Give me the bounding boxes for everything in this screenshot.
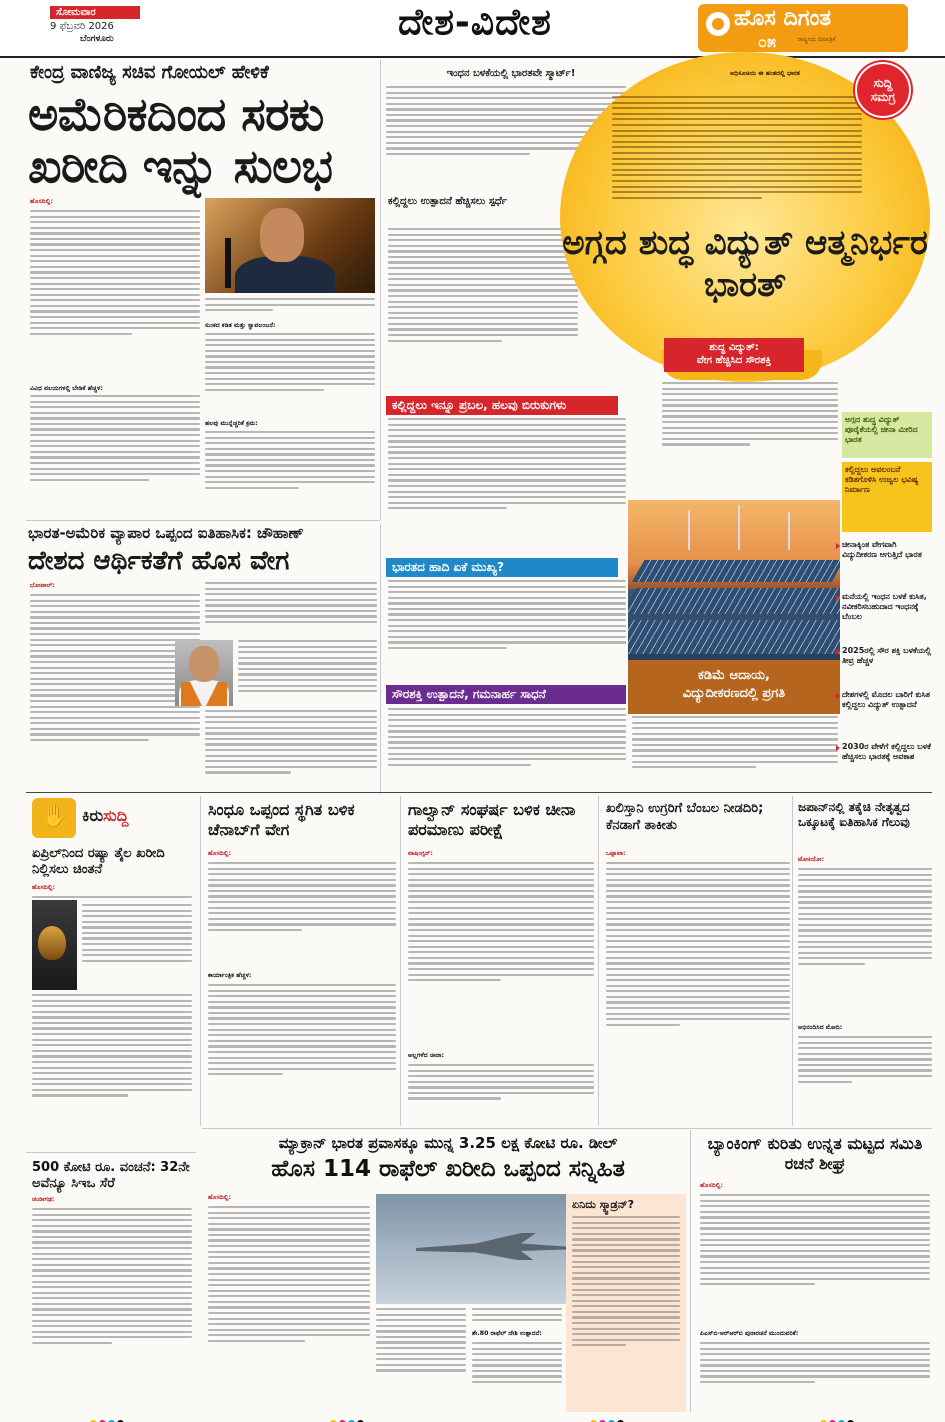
coal-body xyxy=(388,228,578,392)
japan-dateline-label: ಟೋಕಿಯೋ: xyxy=(798,856,825,863)
row-rule xyxy=(202,1128,932,1129)
squadron-box-body xyxy=(572,1216,680,1406)
indus-body-1 xyxy=(208,862,396,966)
japan-dateline xyxy=(798,856,932,864)
lead-body-col2-part1 xyxy=(205,298,375,318)
sidebar-item-6-label: ದೇಶಗಳಲ್ಲಿ ಮೊದಲ ಬಾರಿಗೆ ಕುಸಿತ ಕಲ್ಲಿದ್ದಲು ವಿದ್ಯುತ್ ಉತ್ಪಾದನೆ xyxy=(842,690,930,709)
galwan-dateline xyxy=(408,850,594,858)
rafale-jet-photo xyxy=(376,1194,596,1304)
oil-body xyxy=(32,994,192,1146)
lead-headline: ಅಮೆರಿಕದಿಂದ ಸರಕು ಖರೀದಿ ಇನ್ನು ಸುಲಭ xyxy=(28,87,333,193)
badge-line-1: ಸುದ್ದಿ xyxy=(873,76,893,90)
registration-dots xyxy=(820,1412,880,1420)
ba-body-col2-part3 xyxy=(205,710,377,790)
lead-subhead-2: ಸುಂಕದ ಕಡಿತ ಮತ್ತು ಸ್ವಾವಲಂಬನೆ: xyxy=(205,322,276,329)
sidebar-item-7-label: 2030ರ ವೇಳೆಗೆ ಕಲ್ಲಿದ್ದಲು ಬಳಕೆ ಹೆಚ್ಚಿಸಲು ಭಾರತಕ್ಕೆ ಅವಕಾಶ xyxy=(842,742,931,761)
brand-logo-block xyxy=(698,4,908,52)
bullet-arrow-icon xyxy=(836,595,840,601)
registration-dots xyxy=(330,1412,390,1420)
why-body xyxy=(388,580,626,680)
galwan-body-2 xyxy=(408,1064,594,1124)
sidebar-item-2-label: ಕಲ್ಲಿದ್ದಲು ಅವಲಂಬನೆ ಕಡಿತಗೊಳಿಸಿ ಉಜ್ವಲ ಭವಿಷ್ಯ ನಿರ್ಮಾಣ xyxy=(845,465,919,494)
column-rule xyxy=(200,796,201,1126)
coal-bar-body xyxy=(388,418,626,550)
rafale-body-3b xyxy=(472,1342,562,1408)
feature-body xyxy=(662,382,838,478)
khalistan-body xyxy=(606,862,790,1112)
lead-body-col1-part2 xyxy=(30,395,200,517)
sidebar-item-1-label: ಅಗ್ಗದ ಶುದ್ಧ ವಿದ್ಯುತ್ ಪೂರೈಕೆಯಲ್ಲಿ ಚೀನಾ ಮೀರಿದ ಭಾರತ xyxy=(845,415,918,444)
ba-body-col2-part2 xyxy=(238,640,377,706)
bullet-arrow-icon xyxy=(836,745,840,751)
sidebar-item-7 xyxy=(842,742,932,788)
sidebar-item-3-label: ಚೀನಾಕ್ಕಿಂತ ವೇಗವಾಗಿ ವಿದ್ಯುದೀಕರಣ ಆಗುತ್ತಿದೆ ಭಾರತ xyxy=(842,540,922,559)
indus-dateline xyxy=(208,850,396,858)
rafale-headline: ಹೊಸ 114 ರಾಫೆಲ್ ಖರೀದಿ ಒಪ್ಪಂದ ಸನ್ನಿಹಿತ xyxy=(271,1156,625,1182)
ba-dateline-label: ಭೋಪಾಲ್: xyxy=(30,582,55,589)
column-rule xyxy=(690,1130,691,1412)
coal-bar: ಕಲ್ಲಿದ್ದಲು ಇನ್ನೂ ಪ್ರಬಲ, ಹಲವು ಬಿರುಕುಗಳು xyxy=(386,396,618,415)
indus-headline: ಸಿಂಧೂ ಒಪ್ಪಂದ ಸ್ಥಗಿತ ಬಳಿಕ ಚೆನಾಬ್‌ಗೆ ವೇಗ xyxy=(208,800,355,839)
masthead xyxy=(0,0,945,58)
galwan-subhead: ಅಲ್ಲಗಳೆದ ಚೀನಾ: xyxy=(408,1052,444,1059)
khalistan-headline: ಖಲಿಸ್ತಾನಿ ಉಗ್ರರಿಗೆ ಬೆಂಬಲ ನೀಡದಿರಿ; ಕೆನಡಾಗೆ ತಾಕೀತು xyxy=(606,801,764,833)
rafale-body-1 xyxy=(208,1206,370,1406)
ba-kicker: ಭಾರತ-ಅಮೆರಿಕ ವ್ಯಾಪಾರ ಒಪ್ಪಂದ ಐತಿಹಾಸಿಕ: ಚೌಹಾಣ್ xyxy=(28,524,304,542)
sidebar-item-1 xyxy=(842,412,932,458)
lead-dateline-label: ಹೊಸದಿಲ್ಲಿ: xyxy=(30,198,53,205)
japan-body-1 xyxy=(798,868,932,1018)
hand-icon xyxy=(32,798,76,838)
oil-dateline-label: ಹೊಸದಿಲ್ಲಿ: xyxy=(32,884,55,891)
sidebar-item-4 xyxy=(842,592,932,638)
banking-subhead: ಪಿಎಸ್‌ಬಿ-ಆರ್‌ಆರ್‌ಬಿ ಪುನಾರಚನೆ ಮುಂದುವರಿಕೆ: xyxy=(700,1330,799,1337)
solar-bar: ಸೌರಶಕ್ತಿ ಉತ್ಪಾದನೆ, ಗಮನಾರ್ಹ ಸಾಧನೆ xyxy=(386,685,626,704)
rafale-dateline xyxy=(208,1194,370,1202)
lead-body-col1-part1 xyxy=(30,210,200,382)
day-label: ಸೋಮವಾರ xyxy=(50,6,140,19)
brand-name: ಹೊಸ ದಿಗಂತ xyxy=(734,6,832,31)
japan-headline: ಜಪಾನ್‌ನಲ್ಲಿ ತಕೈಚಿ ನೇತೃತ್ವದ ಒಕ್ಕೂಟಕ್ಕೆ ಐತಿಹಾಸಿಕ ಗೆಲುವು xyxy=(798,800,910,829)
date-label: 9 ಫೆಬ್ರವರಿ 2026 xyxy=(50,21,114,32)
ba-dateline xyxy=(30,582,200,590)
bullet-arrow-icon xyxy=(836,693,840,699)
galwan-dateline-label: ವಾಷಿಂಗ್ಟನ್: xyxy=(408,850,433,857)
japan-body-2 xyxy=(798,1036,932,1116)
galwan-headline: ಗಾಲ್ವಾನ್ ಸಂಘರ್ಷ ಬಳಿಕ ಚೀನಾ ಪರಮಾಣು ಪರೀಕ್ಷೆ xyxy=(408,800,576,839)
pure-energy-tag-line1: ಶುದ್ಧ ವಿದ್ಯುತ್: xyxy=(709,342,759,353)
kirusudhi-label-a: ಕಿರು xyxy=(82,806,104,825)
rafale-subhead: ಶೇ.80 ರಾಫೆಲ್ ದೇಶಿ ಉತ್ಪಾದನೆ: xyxy=(472,1330,542,1337)
kirusudhi-logo xyxy=(32,798,187,838)
solar-body xyxy=(388,708,626,792)
column-rule xyxy=(792,796,793,1126)
solar-farm-photo xyxy=(628,500,840,660)
page-number: ೦೫ xyxy=(758,32,776,51)
chouhan-photo xyxy=(175,640,233,706)
badge-line-2: ಸಮಗ್ರ xyxy=(870,90,896,104)
sidebar-item-2 xyxy=(842,462,932,532)
indus-subhead: ಕಾರ್ಯಾಂತ್ರಿಕ ಹೆಚ್ಚಳ: xyxy=(208,972,252,979)
city-label: ಬೆಂಗಳೂರು xyxy=(80,34,114,44)
sudhi-samagra-badge xyxy=(855,62,911,118)
row-rule xyxy=(26,520,380,521)
fraud-body xyxy=(32,1208,192,1404)
lead-dateline xyxy=(30,198,200,206)
row-rule xyxy=(26,1152,196,1153)
feature-headline: ಅಗ್ಗದ ಶುದ್ಧ ವಿದ್ಯುತ್ ಆತ್ಮನಿರ್ಭರ ಭಾರತ್ xyxy=(562,223,928,305)
banking-body-2 xyxy=(700,1342,930,1408)
feature-intro-lead: ಅಧಿಸೂಚಿಯ ಈ ಹಂತದಲ್ಲಿ ಭಾರತ xyxy=(730,70,800,77)
rafale-body-3a xyxy=(472,1308,562,1328)
lead-subhead-3: ಹಲವು ಮುನ್ನೆಚ್ಚರಿಕೆ ಕ್ರಮ: xyxy=(205,420,258,427)
indus-body-2 xyxy=(208,984,396,1124)
registration-dots xyxy=(590,1412,650,1420)
oil-dateline xyxy=(32,884,192,892)
kirusudhi-label-b: ಸುದ್ದಿ xyxy=(103,806,129,825)
energy-kicker: ಇಂಧನ ಬಳಕೆಯಲ್ಲಿ ಭಾರತವೇ ಸ್ಮಾರ್ಟ್! xyxy=(446,68,576,79)
date-box xyxy=(50,6,160,46)
rafale-body-2 xyxy=(376,1308,466,1408)
banking-headline: ಬ್ಯಾಂಕಿಂಗ್ ಕುರಿತು ಉನ್ನತ ಮಟ್ಟದ ಸಮಿತಿ ರಚನೆ ಶೀಘ್ರ xyxy=(707,1134,923,1173)
galwan-body-1 xyxy=(408,862,594,1042)
fraud-dateline xyxy=(32,1196,192,1204)
feature-intro-body xyxy=(612,96,862,202)
bullet-arrow-icon xyxy=(836,543,840,549)
lead-body-col2-part3 xyxy=(205,431,375,517)
japan-subhead: ಅಭಿನಂದಿಸಿದ ಮೋದಿ: xyxy=(798,1024,843,1031)
oil-headline: ಏಪ್ರಿಲ್‌ನಿಂದ ರಷ್ಯಾ ತೈಲ ಖರೀದಿ ನಿಲ್ಲಿಸಲು ಚಿಂತನೆ xyxy=(32,846,165,877)
squadron-box-title: ಏನಿದು ಸ್ಕ್ವಾಡ್ರನ್? xyxy=(572,1198,634,1211)
registration-dots xyxy=(90,1412,150,1420)
sidebar-item-5 xyxy=(842,646,932,682)
banking-body-1 xyxy=(700,1194,930,1326)
indus-dateline-label: ಹೊಸದಿಲ್ಲಿ: xyxy=(208,850,231,857)
banking-dateline-label: ಹೊಸದಿಲ್ಲಿ: xyxy=(700,1182,723,1189)
lead-body-col2-part2 xyxy=(205,333,375,419)
oil-drop-photo xyxy=(32,900,77,990)
sidebar-item-4-label: ಮನೆಯಲ್ಲಿ ಇಂಧನ ಬಳಕೆ ಕುಸಿತ, ನವೀಕರಿಸಬಹುದಾದ ಇಂಧನಕ್ಕೆ ಬೆಂಬಲ xyxy=(842,592,927,621)
ba-body-col2-part1 xyxy=(205,582,377,637)
oil-body-right xyxy=(82,904,192,990)
pure-energy-tag-line2: ವೇಗ ಹೆಚ್ಚಿಸಿದ ಸೌರಶಕ್ತಿ xyxy=(696,355,772,366)
brand-tagline: ರಾಷ್ಟ್ರೀಯ ದಿನಪತ್ರಿಕೆ xyxy=(798,36,836,43)
fraud-dateline-label: ಚಂಡೀಗಢ: xyxy=(32,1196,55,1203)
row-rule xyxy=(26,792,932,793)
khalistan-dateline-label: ಒಟ್ಟಾವಾ: xyxy=(606,850,626,857)
why-bar: ಭಾರತದ ಹಾದಿ ಏಕೆ ಮುಖ್ಯ? xyxy=(386,558,618,577)
goyal-photo xyxy=(205,198,375,293)
rafale-kicker: ಮ್ಯಾಕ್ರಾನ್ ಭಾರತ ಪ್ರವಾಸಕ್ಕೂ ಮುನ್ನ 3.25 ಲಕ್ಷ ಕೋಟಿ ರೂ. ಡೀಲ್ xyxy=(278,1134,618,1152)
banking-dateline xyxy=(700,1182,930,1190)
column-rule xyxy=(400,796,401,1126)
pure-energy-tag xyxy=(664,338,804,372)
section-title: ದೇಶ-ವಿದೇಶ xyxy=(398,2,552,43)
column-rule xyxy=(380,60,381,520)
fraud-headline: 500 ಕೋಟಿ ರೂ. ವಂಚನೆ: 32ನೇ ಅವೆನ್ಯೂ ಸಿಇಒ ಸೆರೆ xyxy=(32,1160,190,1191)
income-box xyxy=(628,660,840,714)
brand-emblem-icon xyxy=(706,12,730,36)
column-rule xyxy=(380,524,381,794)
sidebar-item-3 xyxy=(842,540,932,580)
khalistan-dateline xyxy=(606,850,790,858)
lead-subhead-1: ವಿವಿಧ ವಲಯಗಳಲ್ಲಿ ಬೇಡಿಕೆ ಹೆಚ್ಚಳ: xyxy=(30,385,103,392)
income-body xyxy=(632,716,838,790)
sidebar-item-5-label: 2025ರಲ್ಲಿ ಸೌರ ಶಕ್ತಿ ಬಳಕೆಯಲ್ಲಿ ತೀವ್ರ ಹೆಚ್ಚಳ xyxy=(842,646,932,665)
kirusudhi-label xyxy=(82,806,128,826)
column-rule xyxy=(598,796,599,1126)
lead-kicker: ಕೇಂದ್ರ ವಾಣಿಜ್ಯ ಸಚಿವ ಗೋಯಲ್ ಹೇಳಿಕೆ xyxy=(30,62,269,83)
ba-headline: ದೇಶದ ಆರ್ಥಿಕತೆಗೆ ಹೊಸ ವೇಗ xyxy=(28,546,290,576)
coal-kicker: ಕಲ್ಲಿದ್ದಲು ಉತ್ಪಾದನೆ ಹೆಚ್ಚಿಸಲು ಸ್ಪರ್ಧೆ xyxy=(388,196,507,207)
rafale-dateline-label: ಹೊಸದಿಲ್ಲಿ: xyxy=(208,1194,231,1201)
income-box-line2: ವಿದ್ಯುದೀಕರಣದಲ್ಲಿ ಪ್ರಗತಿ xyxy=(682,686,786,701)
sidebar-item-6 xyxy=(842,690,932,736)
bullet-arrow-icon xyxy=(836,649,840,655)
income-box-line1: ಕಡಿಮೆ ಆದಾಯ, xyxy=(698,668,770,683)
squadron-box xyxy=(566,1194,686,1412)
